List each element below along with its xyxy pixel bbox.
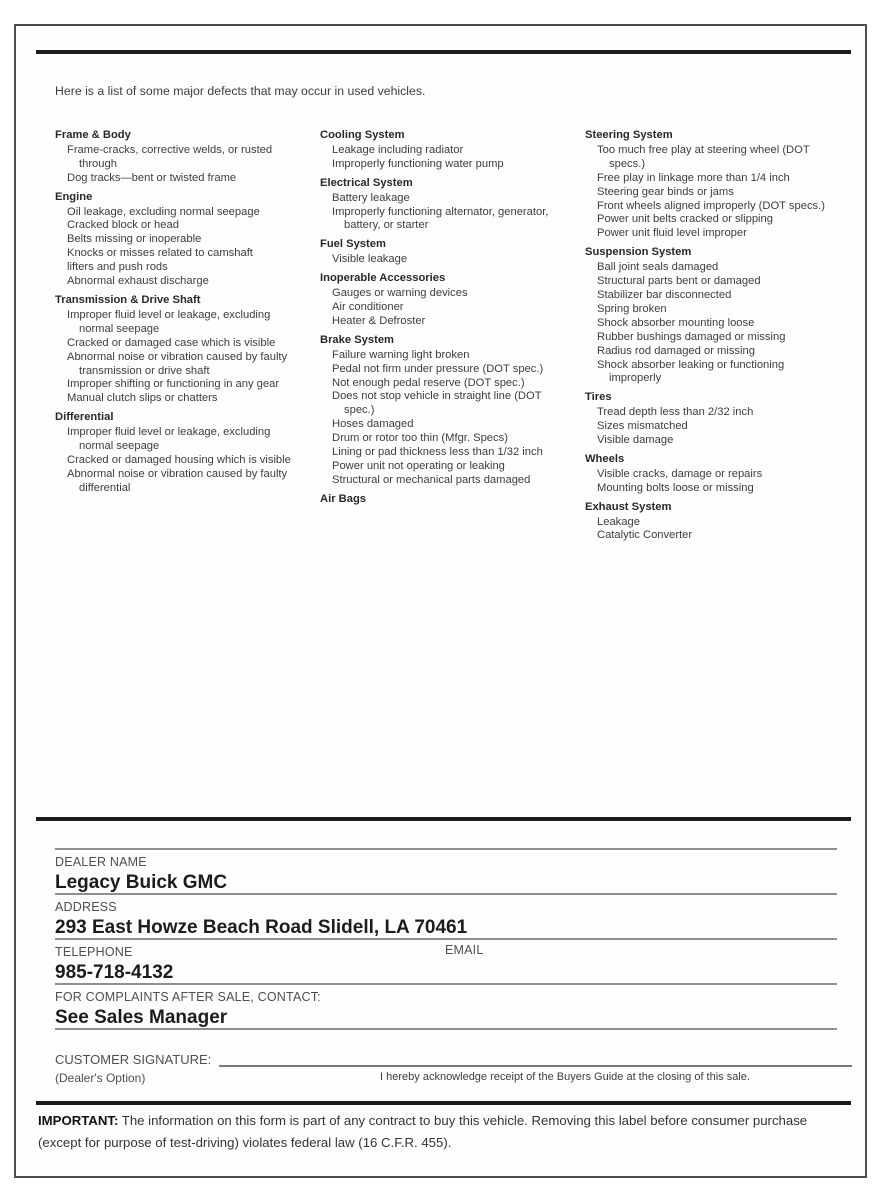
defect-item: Hoses damaged [332, 418, 414, 431]
dealer-field [55, 983, 837, 1028]
defect-item: Free play in linkage more than 1/4 inch [597, 171, 790, 184]
field-label-row [55, 853, 837, 871]
defect-item: Mounting bolts loose or missing [597, 481, 754, 494]
field-divider [55, 848, 837, 850]
defect-item: Front wheels aligned improperly (DOT specs.) [597, 199, 825, 212]
defect-section-title: Engine [55, 190, 93, 203]
defect-item: Cracked or damaged case which is visible [67, 336, 276, 349]
defect-section-title: Cooling System [320, 129, 405, 141]
defect-item: Abnormal exhaust discharge [67, 275, 209, 288]
dealers-option-label: (Dealer's Option) [55, 1071, 146, 1085]
field-label: ADDRESS [55, 900, 117, 914]
defect-section-title: Differential [55, 411, 114, 424]
defect-section-title: Exhaust System [585, 500, 672, 513]
defect-item: Manual clutch slips or chatters [67, 392, 218, 405]
defect-item: Too much free play at steering wheel (DOT specs.) [597, 143, 810, 170]
field-value: 985-718-4132 [55, 962, 174, 983]
defect-item: Heater & Defroster [332, 314, 426, 327]
defect-item: Lining or pad thickness less than 1/32 inch [332, 446, 543, 459]
defect-item: Shock absorber leaking or functioning improperly [597, 358, 785, 385]
defect-item: Structural parts bent or damaged [597, 275, 761, 288]
defect-item: Steering gear binds or jams [597, 185, 734, 198]
defect-item: Tread depth less than 2/32 inch [597, 406, 754, 419]
defect-section-title: Brake System [320, 333, 395, 346]
defect-item: Abnormal noise or vibration caused by faulty transmission or drive shaft [67, 350, 288, 377]
important-notice [38, 1110, 850, 1154]
defect-item: Failure warning light broken [332, 348, 470, 361]
defect-item: Air conditioner [332, 300, 404, 313]
defect-item: Ball joint seals damaged [597, 261, 719, 274]
defect-section-title: Wheels [585, 452, 625, 465]
defect-section-title: Electrical System [320, 176, 413, 189]
defect-column [585, 124, 837, 543]
defect-item: Power unit not operating or leaking [332, 459, 505, 472]
defect-item: Leakage [597, 515, 640, 528]
defect-item: Knocks or misses related to camshaft [67, 247, 253, 260]
defect-item: Catalytic Converter [597, 529, 693, 542]
defect-item: Spring broken [597, 302, 667, 315]
defect-column [320, 124, 572, 543]
defect-section-title: Steering System [585, 129, 673, 141]
bottom-divider [36, 1101, 851, 1105]
signature-section [55, 1051, 852, 1085]
defect-item: Dog tracks—bent or twisted frame [67, 171, 237, 184]
field-value: 293 East Howze Beach Road Slidell, LA 70461 [55, 917, 468, 938]
defect-item: Improper shifting or functioning in any gear [67, 378, 280, 391]
defect-item: Cracked block or head [67, 219, 179, 232]
field-value: See Sales Manager [55, 1007, 228, 1028]
defect-item: Visible leakage [332, 253, 408, 266]
defect-item: Battery leakage [332, 191, 410, 204]
defect-item: Structural or mechanical parts damaged [332, 473, 531, 486]
defect-section-title: Air Bags [320, 492, 367, 505]
important-text: The information on this form is part of any contract to buy this vehicle. Removing this label before consumer purchase (except for purpose of test-driving) violates federal law (16 C.F.R. 455). [38, 1113, 808, 1150]
dealer-section [55, 848, 837, 1030]
defect-item: Frame-cracks, corrective welds, or rusted through [67, 143, 273, 170]
field-label-row [55, 988, 837, 1006]
field-value: Legacy Buick GMC [55, 872, 228, 893]
dealer-field [55, 893, 837, 938]
defect-item: Stabilizer bar disconnected [597, 288, 732, 301]
defect-item: Sizes mismatched [597, 420, 688, 433]
important-label: IMPORTANT: [38, 1113, 119, 1128]
defect-section-title: Tires [585, 391, 612, 404]
defect-item: Abnormal noise or vibration caused by faulty differential [67, 467, 288, 494]
defect-item: Gauges or warning devices [332, 287, 468, 300]
defect-section-title: Frame & Body [55, 129, 131, 141]
defect-item: Improper fluid level or leakage, excluding normal seepage [67, 426, 271, 453]
defect-item: lifters and push rods [67, 261, 168, 274]
field-label: DEALER NAME [55, 855, 147, 869]
signature-line [219, 1051, 852, 1067]
field-label-row [55, 898, 837, 916]
field-label: FOR COMPLAINTS AFTER SALE, CONTACT: [55, 990, 321, 1004]
defect-item: Pedal not firm under pressure (DOT spec.) [332, 362, 544, 375]
defect-item: Not enough pedal reserve (DOT spec.) [332, 376, 525, 389]
dealer-field [55, 848, 837, 893]
defect-item: Improperly functioning water pump [332, 157, 504, 170]
defect-item: Visible damage [597, 434, 674, 447]
defect-item: Does not stop vehicle in straight line (DOT spec.) [332, 390, 542, 417]
acknowledgement-text: I hereby acknowledge receipt of the Buyers Guide at the closing of this sale. [380, 1071, 750, 1083]
field-label-row [55, 943, 837, 961]
defect-item: Improper fluid level or leakage, excluding normal seepage [67, 308, 271, 335]
defect-item: Power unit belts cracked or slipping [597, 213, 773, 226]
defect-item: Drum or rotor too thin (Mfgr. Specs) [332, 432, 508, 445]
field-label: TELEPHONE [55, 945, 133, 959]
defect-item: Oil leakage, excluding normal seepage [67, 205, 260, 218]
defect-item: Cracked or damaged housing which is visible [67, 453, 291, 466]
defect-item: Shock absorber mounting loose [597, 316, 755, 329]
customer-signature-label: CUSTOMER SIGNATURE: [55, 1052, 212, 1067]
defect-item: Improperly functioning alternator, generator, battery, or starter [332, 205, 549, 232]
mid-divider [36, 817, 851, 821]
defect-section-title: Suspension System [585, 246, 692, 259]
defect-section-title: Inoperable Accessories [320, 272, 446, 285]
defect-columns [55, 124, 855, 543]
defect-item: Power unit fluid level improper [597, 227, 747, 240]
defect-item: Radius rod damaged or missing [597, 344, 755, 357]
defect-item: Rubber bushings damaged or missing [597, 330, 786, 343]
dealer-field [55, 938, 837, 983]
intro-text: Here is a list of some major defects that may occur in used vehicles. [55, 84, 426, 98]
defect-item: Belts missing or inoperable [67, 233, 202, 246]
defect-item: Visible cracks, damage or repairs [597, 467, 763, 480]
top-divider [36, 50, 851, 54]
defect-section-title: Transmission & Drive Shaft [55, 293, 201, 306]
field-label-secondary: EMAIL [445, 943, 484, 957]
defect-section-title: Fuel System [320, 238, 386, 251]
defect-column [55, 124, 307, 543]
defect-item: Leakage including radiator [332, 143, 464, 156]
